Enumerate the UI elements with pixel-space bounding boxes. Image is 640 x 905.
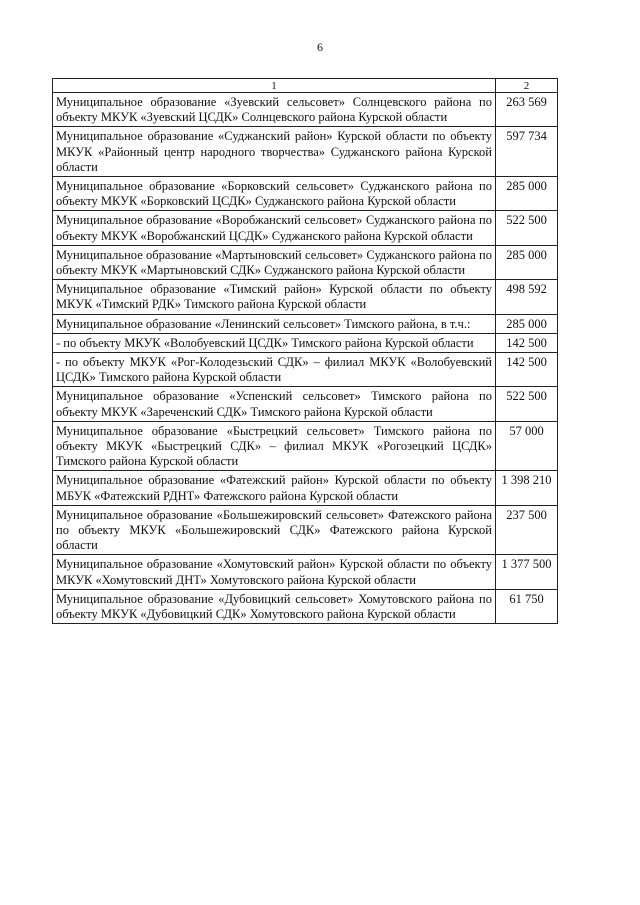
table-row [53,245,558,279]
table-row [53,280,558,314]
amount-cell: 142 500 [496,353,558,387]
recipient-cell: Муниципальное образование «Хомутовский район» Курской области по объекту МКУК «Хомутовский ДНТ» Хомутовского района Курской области [53,555,496,589]
amount-cell: 237 500 [496,505,558,555]
amount-cell: 285 000 [496,245,558,279]
table-header-row [53,79,558,93]
recipient-cell: Муниципальное образование «Большежировский сельсовет» Фатежского района по объекту МКУК «Большежировский СДК» Фатежского района Курской области [53,505,496,555]
recipient-cell: Муниципальное образование «Фатежский район» Курской области по объекту МБУК «Фатежский РДНТ» Фатежского района Курской области [53,471,496,505]
table-row [53,177,558,211]
recipient-cell: Муниципальное образование «Тимский район» Курской области по объекту МКУК «Тимский РДК» Тимского района Курской области [53,280,496,314]
table-row [53,555,558,589]
table-row [53,421,558,471]
amount-cell: 522 500 [496,211,558,245]
recipient-cell: - по объекту МКУК «Волобуевский ЦСДК» Тимского района Курской области [53,333,496,352]
table-row [53,471,558,505]
recipient-cell: Муниципальное образование «Борковский сельсовет» Суджанского района по объекту МКУК «Борковский ЦСДК» Суджанского района Курской области [53,177,496,211]
amount-cell: 1 398 210 [496,471,558,505]
amount-cell: 57 000 [496,421,558,471]
table-row [53,505,558,555]
recipient-cell: Муниципальное образование «Дубовицкий сельсовет» Хомутовского района по объекту МКУК «Дубовицкий СДК» Хомутовского района Курской области [53,589,496,623]
table-row [53,333,558,352]
amount-cell: 522 500 [496,387,558,421]
amount-cell: 263 569 [496,93,558,127]
table-row [53,127,558,177]
table-row [53,589,558,623]
recipient-cell: - по объекту МКУК «Рог-Колодезьский СДК» – филиал МКУК «Волобуевский ЦСДК» Тимского района Курской области [53,353,496,387]
amount-cell: 142 500 [496,333,558,352]
recipient-cell: Муниципальное образование «Успенский сельсовет» Тимского района по объекту МКУК «Зареченский СДК» Тимского района Курской области [53,387,496,421]
recipient-cell: Муниципальное образование «Зуевский сельсовет» Солнцевского района по объекту МКУК «Зуевский ЦСДК» Солнцевского района Курской области [53,93,496,127]
table-row [53,211,558,245]
recipient-cell: Муниципальное образование «Мартыновский сельсовет» Суджанского района по объекту МКУК «Мартыновский СДК» Суджанского района Курской области [53,245,496,279]
amount-cell: 285 000 [496,177,558,211]
amount-cell: 597 734 [496,127,558,177]
recipient-cell: Муниципальное образование «Суджанский район» Курской области по объекту МКУК «Районный центр народного творчества» Суджанского района Курской области [53,127,496,177]
amount-cell: 1 377 500 [496,555,558,589]
table-row [53,314,558,333]
column-header-recipient: 1 [53,79,496,93]
table-row [53,93,558,127]
recipient-cell: Муниципальное образование «Ленинский сельсовет» Тимского района, в т.ч.: [53,314,496,333]
table-row [53,353,558,387]
table-body [53,93,558,624]
recipient-cell: Муниципальное образование «Воробжанский сельсовет» Суджанского района по объекту МКУК «Воробжанский ЦСДК» Суджанского района Курской области [53,211,496,245]
amount-cell: 498 592 [496,280,558,314]
column-header-amount: 2 [496,79,558,93]
page-number: 6 [317,40,323,54]
funding-table [52,78,558,624]
recipient-cell: Муниципальное образование «Быстрецкий сельсовет» Тимского района по объекту МКУК «Быстрецкий СДК» – филиал МКУК «Рогозецкий ЦСДК» Тимского района Курской области [53,421,496,471]
amount-cell: 285 000 [496,314,558,333]
amount-cell: 61 750 [496,589,558,623]
table-row [53,387,558,421]
